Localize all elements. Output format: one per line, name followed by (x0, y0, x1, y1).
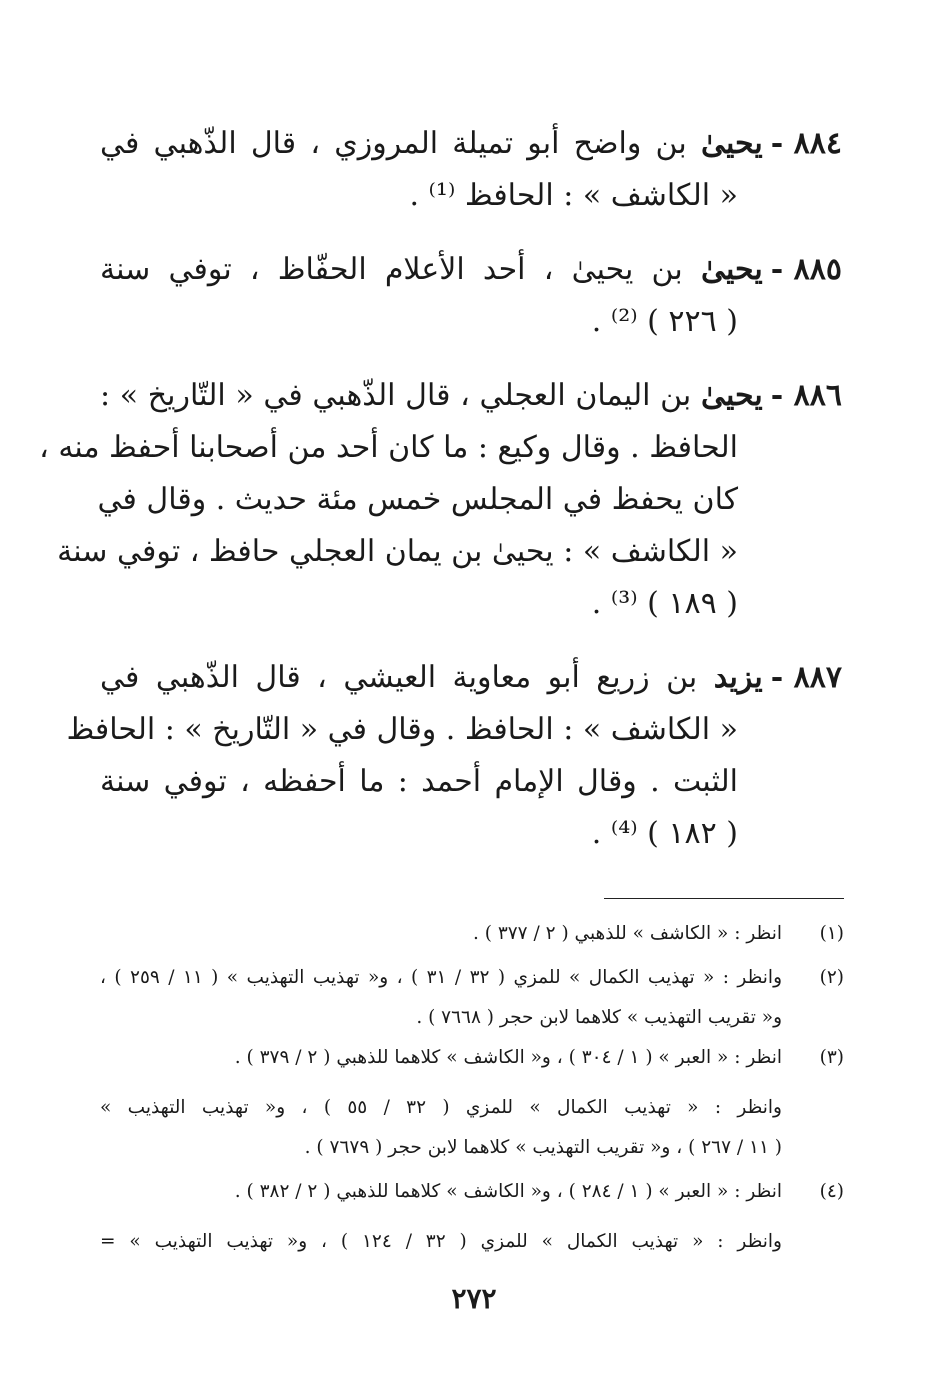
entry-line: « الكاشف » : الحافظ . وقال في « التّاريخ » : الحافظ (66, 712, 738, 747)
footnote-text: وانظر : « تهذيب الكمال » للمزي ( ٣٢ / ٣١ ) ، و« تهذيب التهذيب » ( ١١ / ٢٥٩ ) ، (100, 967, 783, 988)
entry-line: الثبت . وقال الإمام أحمد : ما أحفظه ، توفي سنة (100, 764, 738, 799)
entry-line: ( ١٨٩ ) ⁽³⁾ . (591, 586, 738, 621)
entry-number: ٨٨٥ - (770, 252, 842, 287)
entry-first-line (100, 652, 763, 704)
footnote-extra-line: ( ١١ / ٢٦٧ ) ، و« تقريب التهذيب » كلاهما لابن حجر ( ٧٦٧٩ ) . (304, 1137, 782, 1158)
entry-line: ( ١٨٢ ) ⁽⁴⁾ . (591, 816, 738, 851)
entry-number: ٨٨٧ - (770, 660, 842, 695)
entry-first-line-text: بن يحيىٰ ، أحد الأعلام الحفّاظ ، توفي سنة (100, 252, 683, 287)
footnote-extra-line: وانظر : « تهذيب الكمال » للمزي ( ٣٢ / ١٢٤ ) ، و« تهذيب التهذيب » = (100, 1231, 782, 1252)
entry-head (100, 244, 842, 296)
entry-886 (39, 370, 842, 630)
entry-number: ٨٨٦ - (770, 378, 842, 413)
entry-line: « الكاشف » : يحيىٰ بن يمان العجلي حافظ ، توفي سنة (57, 534, 738, 569)
entry-first-line (100, 118, 763, 170)
entry-line: ( ٢٢٦ ) ⁽²⁾ . (591, 304, 738, 339)
footnote-text: انظر : « العبر » ( ١ / ٢٨٤ ) ، و« الكاشف » كلاهما للذهبي ( ٢ / ٣٨٢ ) . (234, 1181, 782, 1202)
footnote-text: انظر : « العبر » ( ١ / ٣٠٤ ) ، و« الكاشف » كلاهما للذهبي ( ٢ / ٣٧٩ ) . (234, 1047, 782, 1068)
entry-first-line (100, 370, 763, 422)
entry-head (100, 652, 842, 704)
entry-head (100, 118, 842, 170)
entry-line: كان يحفظ في المجلس خمس مئة حديث . وقال في (97, 482, 738, 517)
entry-head (100, 370, 842, 422)
footnote-continuation: و« تقريب التهذيب » كلاهما لابن حجر ( ٧٦٦٨ ) . (416, 1007, 782, 1028)
footnote-extra-line: وانظر : « تهذيب الكمال » للمزي ( ٣٢ / ٥٥ ) ، و« تهذيب التهذيب » (100, 1097, 782, 1118)
entry-885 (100, 244, 842, 348)
entry-line: الحافظ . وقال وكيع : ما كان أحد من أصحابنا أحفظ منه ، (39, 430, 738, 465)
entry-first-line (100, 244, 763, 296)
entry-first-line-text: بن واضح أبو تميلة المروزي ، قال الذّهبي في (100, 126, 687, 161)
footnote-number: (٢) (819, 967, 844, 988)
entry-first-line-text: بن اليمان العجلي ، قال الذّهبي في « التّاريخ » : (100, 378, 692, 413)
entry-887 (66, 652, 842, 860)
entry-number: ٨٨٤ - (770, 126, 842, 161)
entry-name: يزيد (713, 660, 763, 695)
entry-name: يحيىٰ (700, 378, 763, 413)
footnote-number: (٣) (819, 1047, 844, 1068)
footnote-text: انظر : « الكاشف » للذهبي ( ٢ / ٣٧٧ ) . (472, 923, 782, 944)
entry-line: « الكاشف » : الحافظ ⁽¹⁾ . (409, 178, 738, 213)
entry-first-line-text: بن زريع أبو معاوية العيشي ، قال الذّهبي في (100, 660, 698, 695)
footnote-number: (٤) (819, 1181, 844, 1202)
entry-884 (100, 118, 842, 222)
footnote-number: (١) (819, 923, 844, 944)
footnote-separator (604, 898, 844, 899)
page-number: ٢٧٢ (451, 1282, 497, 1315)
entry-name: يحيىٰ (700, 126, 763, 161)
entry-name: يحيىٰ (700, 252, 763, 287)
